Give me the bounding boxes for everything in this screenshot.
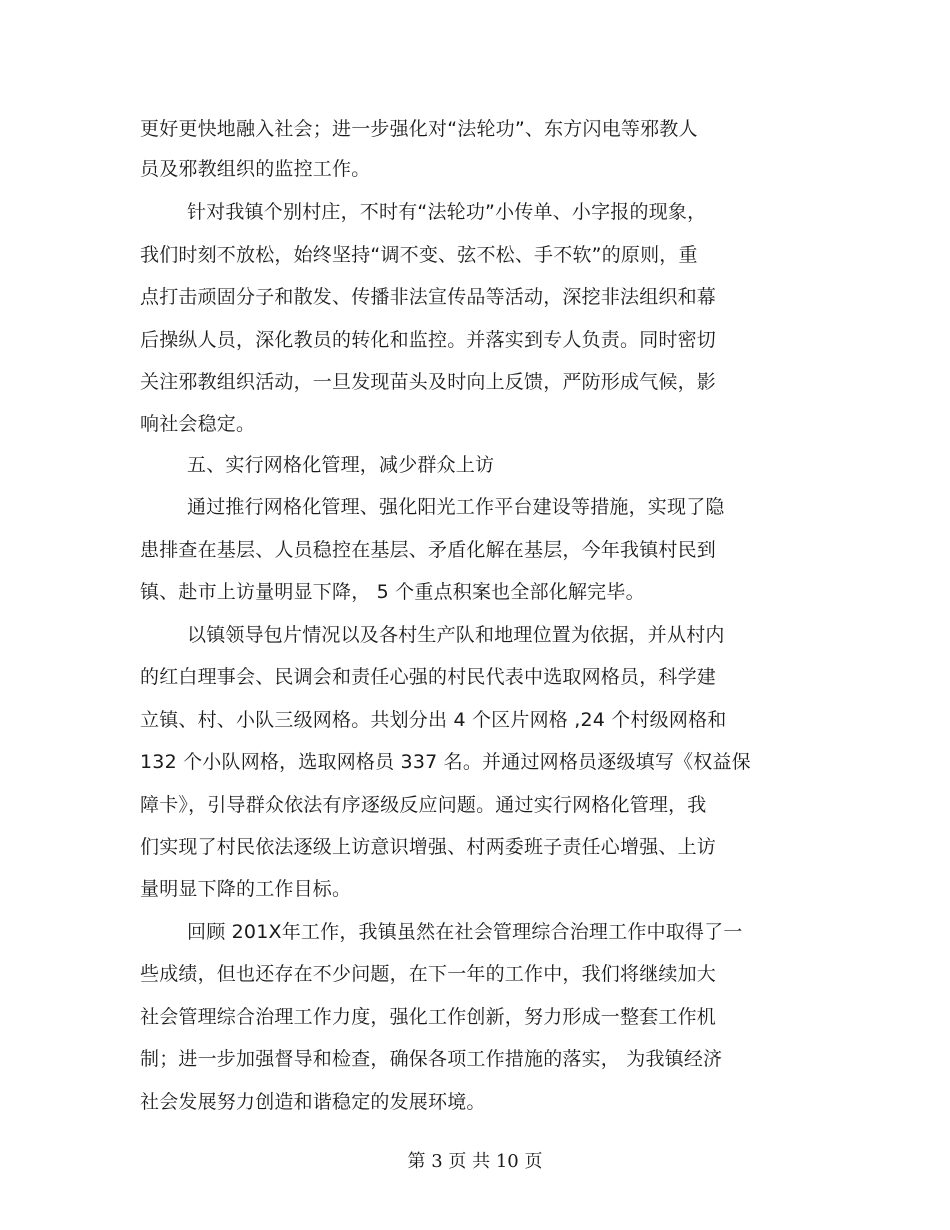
paragraph-line: 社会管理综合治理工作力度，强化工作创新，努力形成一整套工作机: [140, 1006, 717, 1028]
page-number-footer: 第 3 页 共 10 页: [407, 1151, 543, 1172]
paragraph-line: 们实现了村民依法逐级上访意识增强、村两委班子责任心增强、上访: [140, 836, 717, 858]
paragraph-line: 点打击顽固分子和散发、传播非法宣传品等活动，深挖非法组织和幕: [140, 286, 717, 308]
paragraph-line: 镇、赴市上访量明显下降， 5 个重点积案也全部化解完毕。: [140, 581, 645, 603]
paragraph-line: 响社会稳定。: [140, 413, 256, 435]
paragraph-line: 制；进一步加强督导和检查，确保各项工作措施的落实， 为我镇经济: [140, 1048, 723, 1070]
paragraph-line: 社会发展努力创造和谐稳定的发展环境。: [140, 1091, 486, 1113]
paragraph-line: 以镇领导包片情况以及各村生产队和地理位置为依据，并从村内: [187, 624, 725, 646]
paragraph-line: 后操纵人员，深化教员的转化和监控。并落实到专人负责。同时密切: [140, 329, 717, 351]
paragraph-line: 针对我镇个别村庄，不时有“法轮功”小传单、小字报的现象，: [187, 201, 707, 223]
paragraph-line: 回顾 201X年工作，我镇虽然在社会管理综合治理工作中取得了一: [187, 921, 743, 943]
paragraph-line: 132 个小队网格，选取网格员 337 名。并通过网格员逐级填写《权益保: [140, 751, 751, 773]
paragraph-line: 患排查在基层、人员稳控在基层、矛盾化解在基层，今年我镇村民到: [140, 539, 717, 561]
paragraph-line: 我们时刻不放松，始终坚持“调不变、弦不松、手不软”的原则，重: [140, 244, 698, 266]
paragraph-line: 的红白理事会、民调会和责任心强的村民代表中选取网格员，科学建: [140, 666, 717, 688]
paragraph-line: 关注邪教组织活动，一旦发现苗头及时向上反馈，严防形成气候，影: [140, 371, 717, 393]
paragraph-line: 员及邪教组织的监控工作。: [140, 158, 371, 180]
section-heading: 五、实行网格化管理，减少群众上访: [187, 454, 495, 476]
paragraph-line: 障卡》，引导群众依法有序逐级反应问题。通过实行网格化管理，我: [140, 794, 707, 816]
paragraph-line: 通过推行网格化管理、强化阳光工作平台建设等措施，实现了隐: [187, 496, 725, 518]
paragraph-line: 更好更快地融入社会；进一步强化对“法轮功”、东方闪电等邪教人: [140, 118, 698, 140]
paragraph-line: 些成绩，但也还存在不少问题，在下一年的工作中，我们将继续加大: [140, 963, 717, 985]
paragraph-line: 立镇、村、小队三级网格。共划分出 4 个区片网格 ,24 个村级网格和: [140, 709, 727, 731]
paragraph-line: 量明显下降的工作目标。: [140, 878, 352, 900]
